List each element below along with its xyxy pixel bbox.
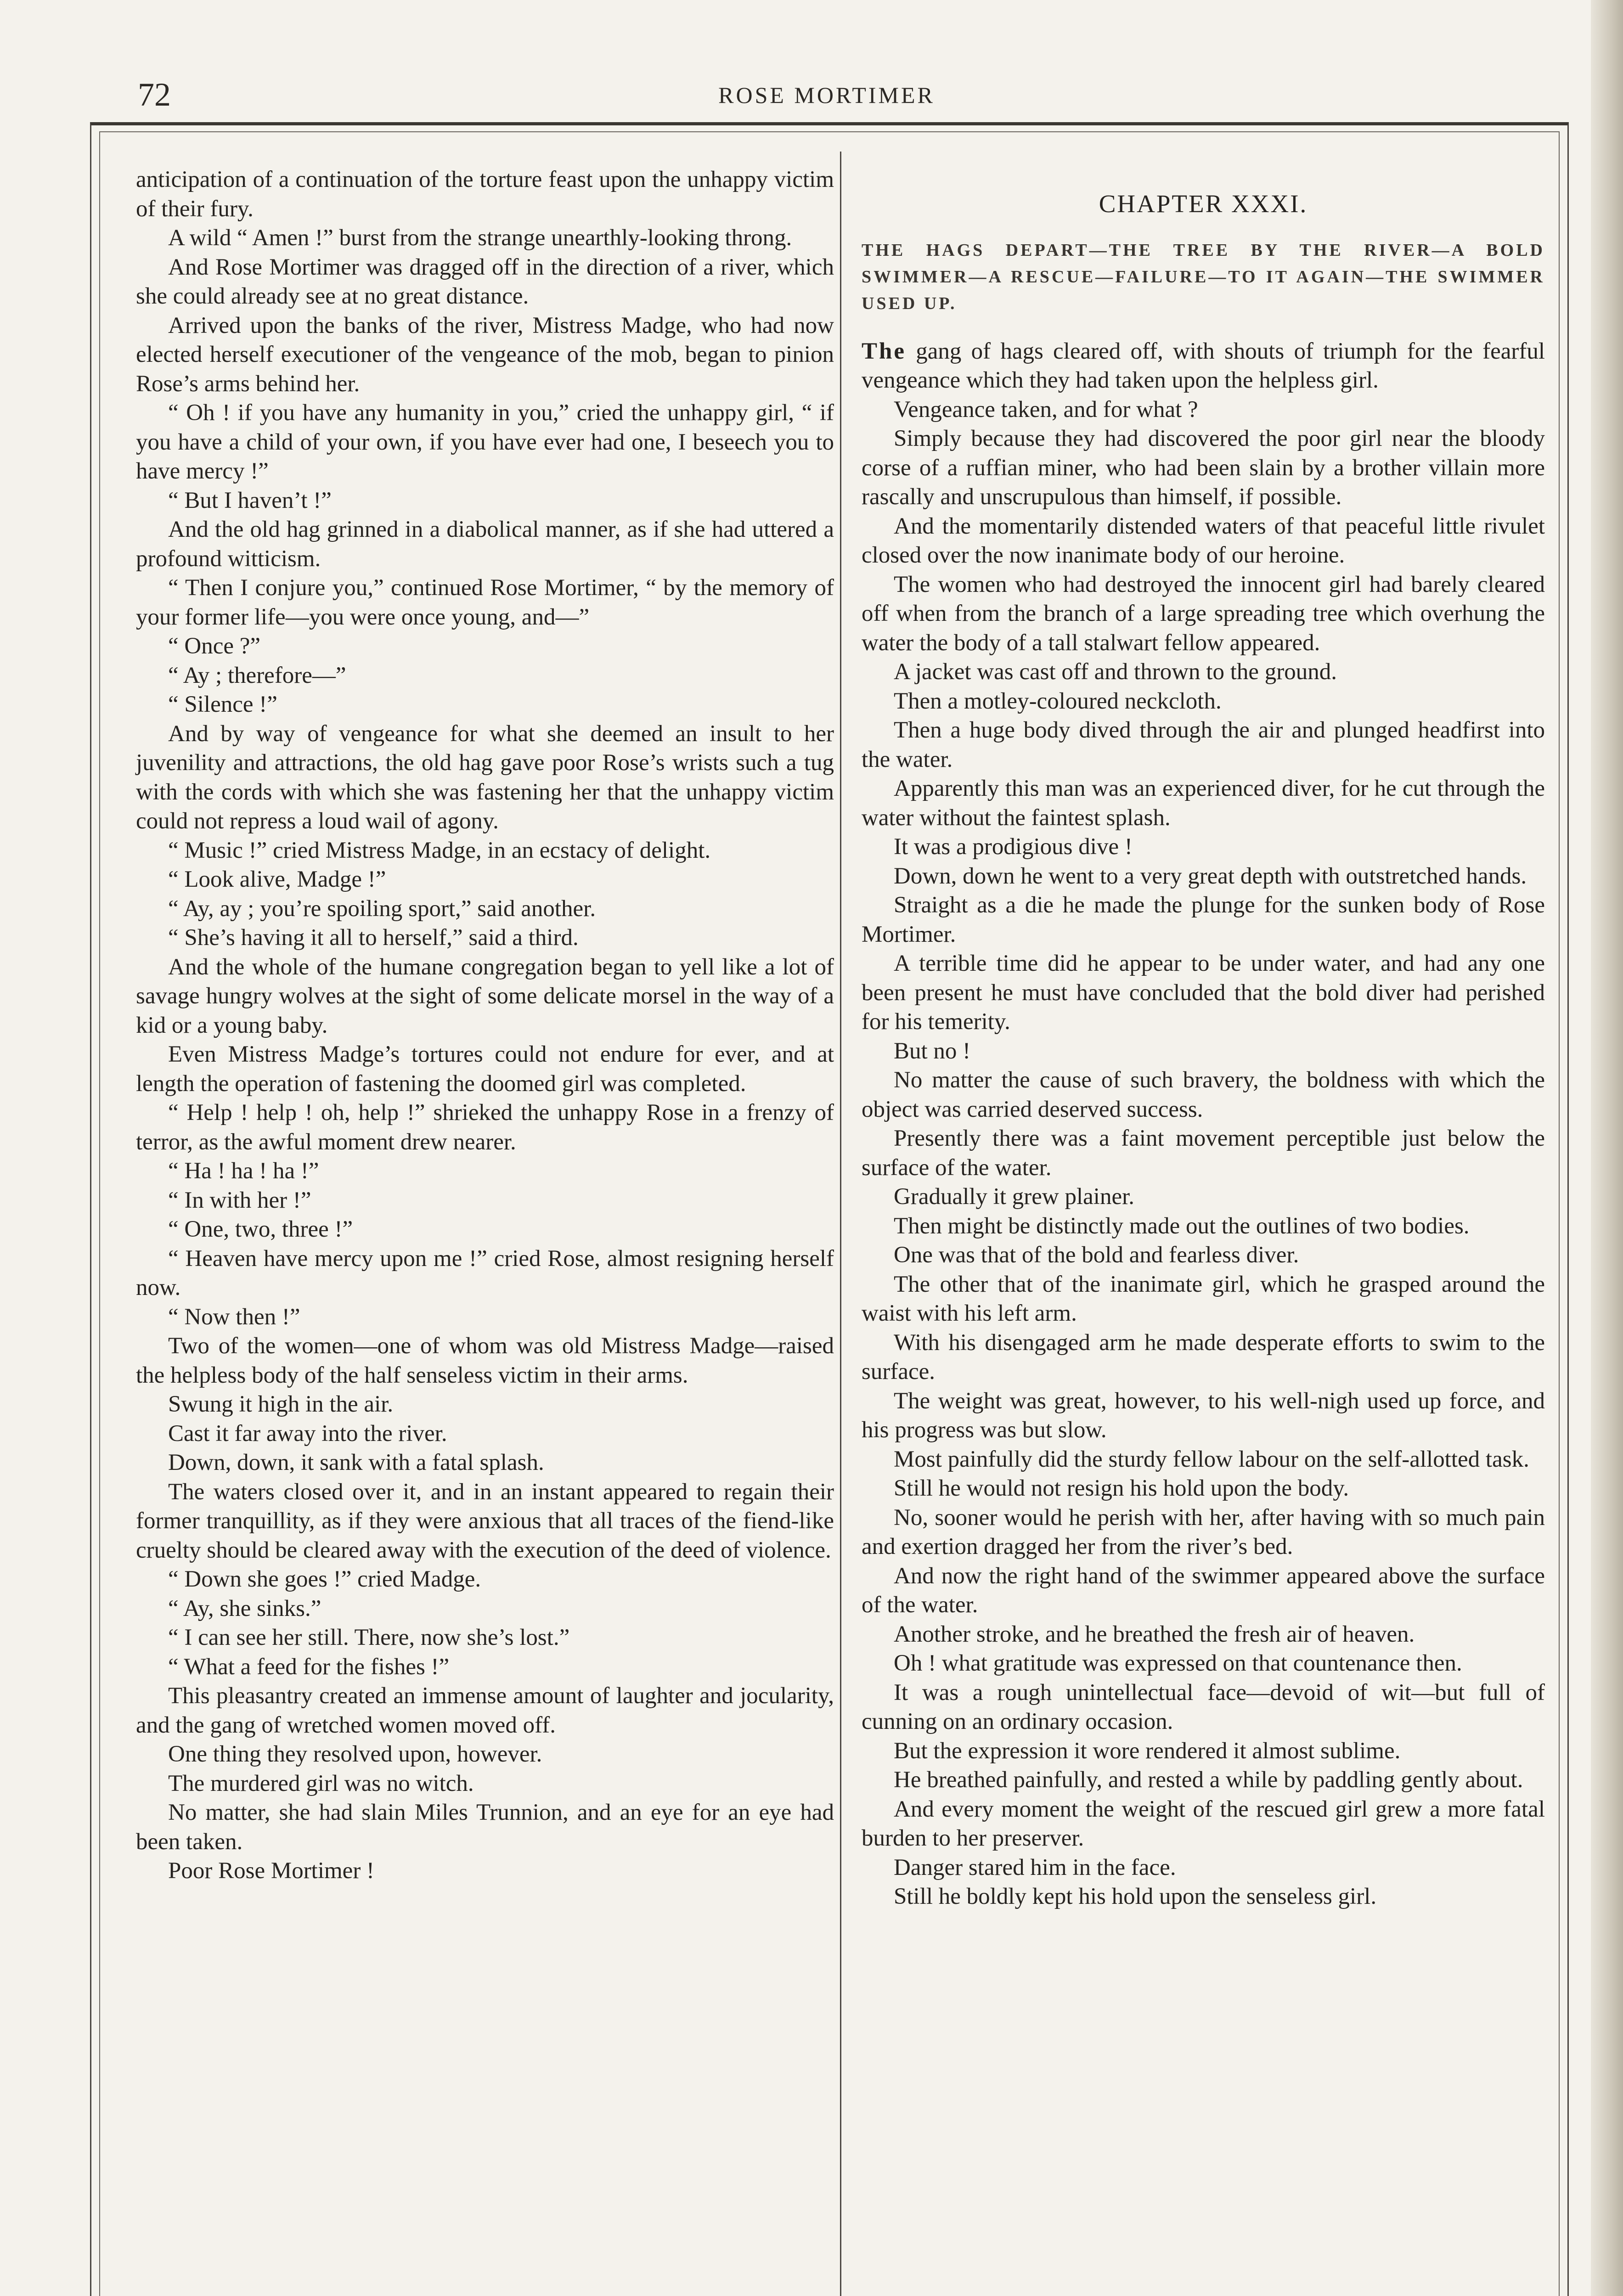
left-paragraph: anticipation of a continuation of the torture feast upon the unhappy victim of their fury. (136, 167, 834, 222)
right-paragraph: The women who had destroyed the innocent girl had barely cleared off when from the branch of a large spreading tree which overhung the water the body of a tall stalwart fellow appeared. (862, 571, 1545, 656)
left-paragraph: And by way of vengeance for what she deemed an insult to her juvenility and attractions, the old hag gave poor Rose’s wrists such a tug with the cords with which she was fastening her that the unhappy victim could not repress a loud wail of agony. (136, 720, 834, 834)
left-paragraph: “ What a feed for the fishes !” (168, 1654, 450, 1680)
left-paragraph: “ Ay, she sinks.” (168, 1595, 321, 1621)
left-paragraph: “ Heaven have mercy upon me !” cried Rose, almost resigning herself now. (136, 1245, 834, 1300)
chapter-opening-text: gang of hags cleared off, with shouts of triumph for the fearful vengeance which they had taken upon the helpless girl. (862, 338, 1545, 393)
left-paragraph: “ Now then !” (168, 1304, 300, 1330)
left-paragraph: “ Ay, ay ; you’re spoiling sport,” said another. (168, 895, 596, 922)
left-paragraph: “ Music !” cried Mistress Madge, in an ecstacy of delight. (168, 837, 711, 863)
right-paragraph: Simply because they had discovered the poor girl near the bloody corse of a ruffian miner, who had been slain by a brother villain more rascally and unscrupulous than himself, if possible. (862, 426, 1545, 510)
column-divider (840, 152, 841, 2296)
left-paragraph: This pleasantry created an immense amount of laughter and jocularity, and the gang of wretched women moved off. (136, 1683, 834, 1738)
left-paragraph: Poor Rose Mortimer ! (168, 1858, 375, 1884)
right-paragraph: A terrible time did he appear to be under water, and had any one been present he must have concluded that the bold diver had perished for his temerity. (862, 951, 1545, 1035)
right-paragraph: He breathed painfully, and rested a while by paddling gently about. (894, 1767, 1523, 1793)
right-paragraph: Oh ! what gratitude was expressed on that countenance then. (894, 1650, 1462, 1676)
right-paragraph: Another stroke, and he breathed the fresh air of heaven. (894, 1621, 1415, 1647)
left-paragraph: Cast it far away into the river. (168, 1420, 447, 1446)
right-paragraph: The weight was great, however, to his well-nigh used up force, and his progress was but slow. (862, 1388, 1545, 1443)
right-paragraph: But the expression it wore rendered it almost sublime. (894, 1738, 1401, 1764)
left-paragraph: A wild “ Amen !” burst from the strange unearthly-looking throng. (168, 225, 792, 251)
right-paragraph: No, sooner would he perish with her, after having with so much pain and exertion dragged her from the river’s bed. (862, 1504, 1545, 1559)
left-paragraph: “ Down she goes !” cried Madge. (168, 1566, 481, 1592)
right-paragraph: Still he would not resign his hold upon the body. (894, 1475, 1349, 1501)
right-paragraph: The other that of the inanimate girl, which he grasped around the waist with his left arm. (862, 1271, 1545, 1326)
left-paragraph: And the old hag grinned in a diabolical manner, as if she had uttered a profound witticism. (136, 517, 834, 572)
left-paragraph: Arrived upon the banks of the river, Mistress Madge, who had now elected herself executioner of the vengeance of the mob, began to pinion Rose’s arms behind her. (136, 312, 834, 397)
chapter-heading: CHAPTER XXXI. (1099, 190, 1308, 218)
left-paragraph: Swung it high in the air. (168, 1391, 394, 1417)
right-paragraph: Apparently this man was an experienced diver, for he cut through the water without the faintest splash. (862, 776, 1545, 831)
left-paragraph: The waters closed over it, and in an instant appeared to regain their former tranquillity, as if they were anxious that all traces of the fiend-like cruelty should be cleared away with the execution of the deed of violence. (136, 1479, 834, 1563)
right-paragraph: Presently there was a faint movement perceptible just below the surface of the water. (862, 1125, 1545, 1181)
right-paragraph: Gradually it grew plainer. (894, 1184, 1134, 1210)
left-paragraph: Down, down, it sank with a fatal splash. (168, 1450, 544, 1475)
left-paragraph: “ I can see her still. There, now she’s lost.” (168, 1625, 570, 1650)
right-paragraph: And every moment the weight of the rescued girl grew a more fatal burden to her preserver. (862, 1796, 1545, 1851)
right-paragraph: Then a motley-coloured neckcloth. (894, 688, 1222, 714)
chapter-opening-paragraph (862, 337, 1545, 395)
right-paragraph: With his disengaged arm he made desperate efforts to swim to the surface. (862, 1329, 1545, 1384)
chapter-summary: THE HAGS DEPART—THE TREE BY THE RIVER—A BOLD SWIMMER—A RESCUE—FAILURE—TO IT AGAIN—THE SWIMMER USED UP. (862, 240, 1545, 313)
running-title: ROSE MORTIMER (718, 82, 935, 108)
right-paragraph: Down, down he went to a very great depth with outstretched hands. (894, 863, 1527, 889)
left-paragraph: Even Mistress Madge’s tortures could not endure for ever, and at length the operation of fastening the doomed girl was completed. (136, 1041, 834, 1097)
right-paragraph: It was a prodigious dive ! (894, 834, 1133, 860)
left-paragraph: And the whole of the humane congregation began to yell like a lot of savage hungry wolves at the sight of some delicate morsel in the way of a kid or a young baby. (136, 954, 834, 1038)
page-number: 72 (138, 76, 171, 113)
left-paragraph: “ Help ! help ! oh, help !” shrieked the unhappy Rose in a frenzy of terror, as the awful moment drew nearer. (136, 1100, 834, 1155)
page-binding-shadow (1591, 0, 1623, 2296)
left-paragraph: No matter, she had slain Miles Trunnion, and an eye for an eye had been taken. (136, 1800, 834, 1855)
right-paragraph: Vengeance taken, and for what ? (894, 396, 1198, 422)
left-paragraph: “ But I haven’t !” (168, 487, 332, 513)
left-paragraph: One thing they resolved upon, however. (168, 1741, 542, 1767)
left-paragraph: “ In with her !” (168, 1187, 311, 1213)
right-paragraph: Danger stared him in the face. (894, 1854, 1176, 1880)
right-column (862, 165, 1545, 1912)
left-paragraph: “ Then I conjure you,” continued Rose Mortimer, “ by the memory of your former life—you were once young, and—” (136, 575, 834, 630)
left-paragraph: “ Ay ; therefore—” (168, 662, 346, 688)
left-paragraph: Two of the women—one of whom was old Mistress Madge—raised the helpless body of the half senseless victim in their arms. (136, 1333, 834, 1388)
left-paragraph: “ Look alive, Madge !” (168, 867, 386, 892)
right-paragraph: It was a rough unintellectual face—devoid of wit—but full of cunning on an ordinary occasion. (862, 1679, 1545, 1734)
right-paragraph: One was that of the bold and fearless diver. (894, 1242, 1299, 1268)
left-paragraph: The murdered girl was no witch. (168, 1770, 474, 1796)
right-column-paragraphs (862, 395, 1545, 1912)
right-paragraph: Still he boldly kept his hold upon the senseless girl. (894, 1884, 1377, 1909)
left-paragraph: “ Oh ! if you have any humanity in you,” cried the unhappy girl, “ if you have a child of your own, if you have ever had one, I beseech you to have mercy !” (136, 400, 834, 484)
chapter-opening-word: The (862, 338, 907, 364)
left-paragraph: “ One, two, three !” (168, 1216, 353, 1242)
right-paragraph: Straight as a die he made the plunge for the sunken body of Rose Mortimer. (862, 892, 1545, 947)
left-paragraph: And Rose Mortimer was dragged off in the direction of a river, which she could already see at no great distance. (136, 254, 834, 309)
right-paragraph: But no ! (894, 1038, 971, 1064)
left-paragraph: “ Once ?” (168, 633, 261, 659)
right-paragraph: Then might be distinctly made out the outlines of two bodies. (894, 1213, 1470, 1239)
left-paragraph: “ Silence !” (168, 692, 277, 717)
left-column (136, 165, 834, 1886)
right-paragraph: No matter the cause of such bravery, the boldness with which the object was carried deserved success. (862, 1067, 1545, 1122)
right-paragraph: Most painfully did the sturdy fellow labour on the self-allotted task. (894, 1446, 1529, 1472)
right-paragraph: A jacket was cast off and thrown to the ground. (894, 659, 1337, 685)
right-paragraph: And now the right hand of the swimmer appeared above the surface of the water. (862, 1563, 1545, 1618)
left-paragraph: “ She’s having it all to herself,” said a third. (168, 925, 579, 951)
right-paragraph: Then a huge body dived through the air and plunged headfirst into the water. (862, 717, 1545, 772)
left-paragraph: “ Ha ! ha ! ha !” (168, 1158, 319, 1184)
right-paragraph: And the momentarily distended waters of that peaceful little rivulet closed over the now inanimate body of our heroine. (862, 513, 1545, 568)
